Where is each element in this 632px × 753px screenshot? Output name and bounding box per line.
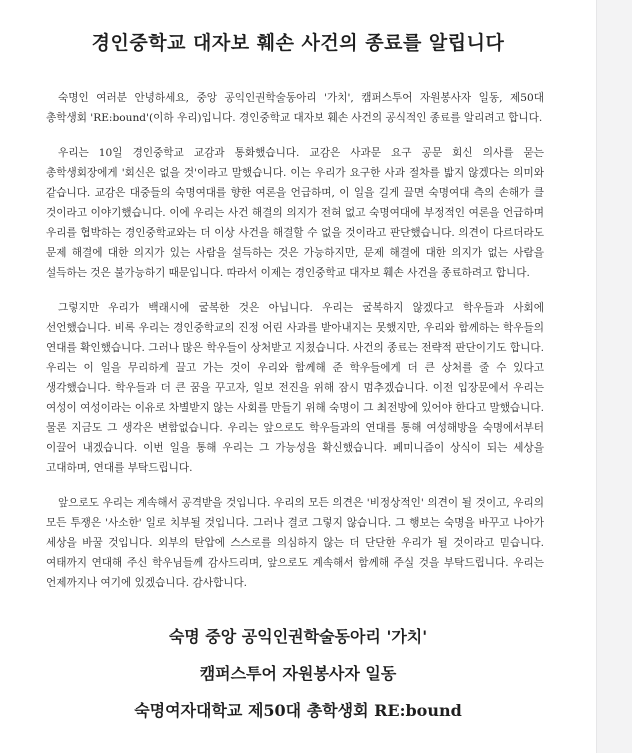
- paragraph-call-summary: 우리는 10일 경인중학교 교감과 통화했습니다. 교감은 사과문 요구 공문 회신 의사를 묻는 총학생회장에게 '회신은 없을 것'이라고 말했습니다. 이는 우리가 요구한 사과 절차를 밟지 않겠다는 의미와 같습니다. 교감은 대중들의 숙명여대를 향한 여론을 언급하며, 이 일을 길게 끌면 숙명여대 측의 손해가 클 것이라고 이야기했습니다. 이에 우리는 사건 해결의 의지가 전혀 없고 숙명여대에 부정적인 여론을 언급하며 우리를 협박하는 경인중학교와는 더 이상 사건을 해결할 수 없을 것이라고 판단했습니다. 의견이 다르더라도 문제 해결에 대한 의지가 있는 사람을 설득하는 것은 가능하지만, 문제 해결에 대한 의지가 없는 사람을 설득하는 것은 불가능하기 때문입니다. 따라서 이제는 경인중학교 대자보 훼손 사건을 종료하려고 합니다.: [46, 147, 544, 279]
- document-body: [46, 88, 544, 608]
- paragraph-intro: 숙명인 여러분 안녕하세요, 중앙 공익인권학술동아리 '가치', 캠퍼스투어 자원봉사자 일동, 제50대 총학생회 'RE:bound'(이하 우리)입니다. 경인중학교 대자보 훼손 사건의 공식적인 종료를 알리려고 합니다.: [46, 92, 544, 124]
- signature-line-club: 숙명 중앙 공익인권학술동아리 '가치': [168, 627, 428, 646]
- document-title: 경인중학교 대자보 훼손 사건의 종료를 알립니다: [91, 32, 505, 54]
- signature-block: [0, 618, 596, 729]
- viewer-side-margin: [596, 0, 632, 753]
- signature-line-student-council: 숙명여자대학교 제50대 총학생회 RE:bound: [134, 701, 462, 720]
- paragraph-not-surrender: 그렇지만 우리가 백래시에 굴복한 것은 아닙니다. 우리는 굴복하지 않겠다고 학우들과 사회에 선언했습니다. 비록 우리는 경인중학교의 진정 어린 사과를 받아내지는 못했지만, 우리와 함께하는 학우들의 연대를 확인했습니다. 그러나 많은 학우들이 상처받고 지쳤습니다. 사건의 종료는 전략적 판단이기도 합니다. 우리는 이 일을 무리하게 끌고 가는 것이 우리와 함께해 준 학우들에게 더 큰 상처를 줄 수 있다고 생각했습니다. 학우들과 더 큰 꿈을 꾸고자, 일보 전진을 위해 잠시 멈추겠습니다. 이전 입장문에서 우리는 여성이 여성이라는 이유로 차별받지 않는 사회를 만들기 위해 숙명이 그 최전방에 있어야 한다고 말했습니다. 물론 지금도 그 생각은 변함없습니다. 우리는 앞으로도 학우들과의 연대를 통해 여성해방을 숙명에서부터 이끌어 내겠습니다. 이번 일을 통해 우리는 그 가능성을 확신했습니다. 페미니즘이 상식이 되는 세상을 고대하며, 연대를 부탁드립니다.: [46, 302, 544, 474]
- signature-line-volunteers: 캠퍼스투어 자원봉사자 일동: [199, 664, 397, 683]
- paragraph-closing: 앞으로도 우리는 계속해서 공격받을 것입니다. 우리의 모든 의견은 '비정상적인' 의견이 될 것이고, 우리의 모든 투쟁은 '사소한' 일로 치부될 것입니다. 그러나 결코 그렇지 않습니다. 그 행보는 숙명을 바꾸고 나아가 세상을 바꿀 것입니다. 외부의 탄압에 스스로를 의심하지 않는 더 단단한 우리가 될 것이라고 믿습니다. 여태까지 연대해 주신 학우님들께 감사드리며, 앞으로도 계속해서 함께해 주실 것을 부탁드립니다. 우리는 언제까지나 여기에 있겠습니다. 감사합니다.: [46, 497, 544, 589]
